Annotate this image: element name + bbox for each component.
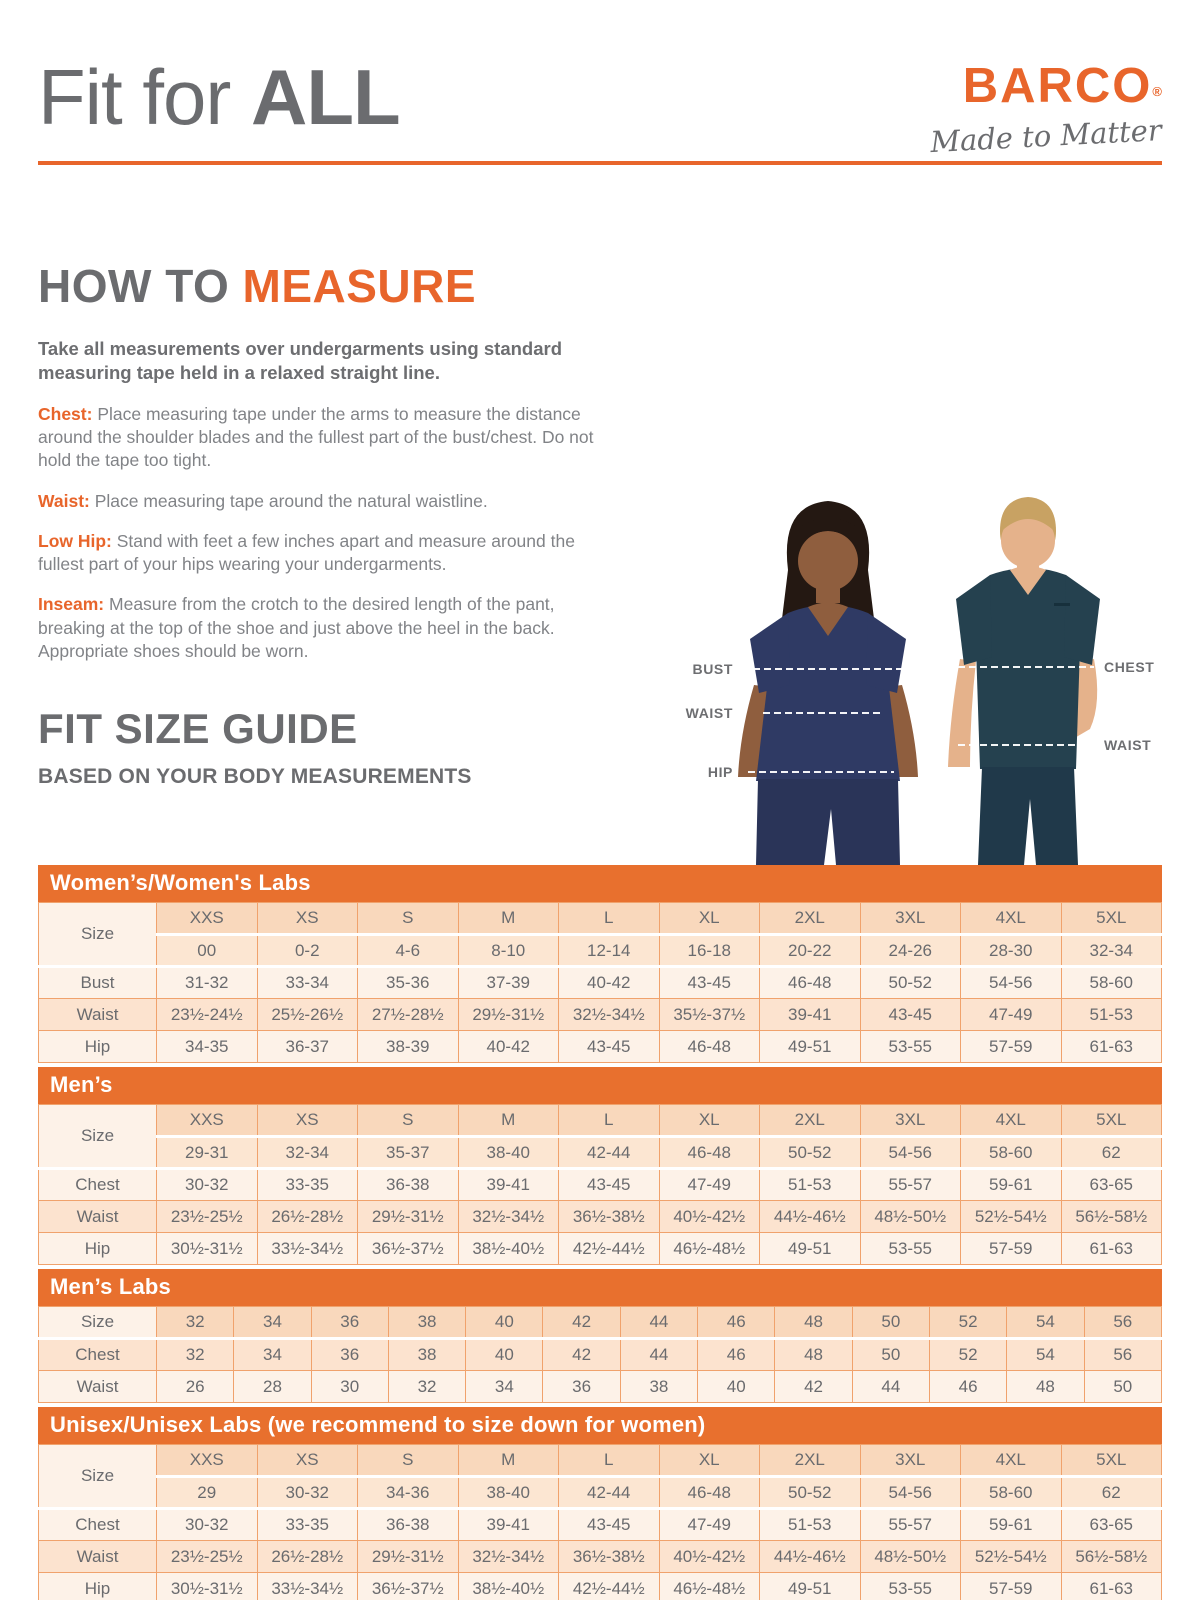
table-cell: 38-39 <box>358 1031 459 1063</box>
waist-left-line-label: WAIST <box>685 705 733 721</box>
table-cell: 44½-46½ <box>760 1201 861 1233</box>
fit-size-guide-subtitle: BASED ON YOUR BODY MEASUREMENTS <box>38 765 472 789</box>
man-figure <box>948 497 1100 865</box>
table-cell: 50 <box>1084 1371 1161 1403</box>
table-cell: 36-37 <box>257 1031 358 1063</box>
table-cell: 28 <box>234 1371 311 1403</box>
table-row <box>39 1573 1162 1600</box>
table-cell: 43-45 <box>559 1169 660 1201</box>
table-cell: 33½-34½ <box>257 1233 358 1265</box>
measure-item-chest-label: Chest: <box>38 403 93 424</box>
table-cell: 48 <box>775 1339 852 1371</box>
table-row <box>39 967 1162 999</box>
table-cell: 43-45 <box>559 1509 660 1541</box>
size-table-womens <box>38 865 1162 1063</box>
table-cell: 26½-28½ <box>257 1541 358 1573</box>
table-row <box>39 999 1162 1031</box>
table-cell: 32½-34½ <box>559 999 660 1031</box>
size-subheader-cell: 42-44 <box>559 1477 660 1509</box>
table-cell: 47-49 <box>659 1169 760 1201</box>
table-cell: 48 <box>1007 1371 1084 1403</box>
table-cell: 42½-44½ <box>559 1573 660 1600</box>
size-subheader-cell: 35-37 <box>358 1137 459 1169</box>
table-cell: 32 <box>157 1339 234 1371</box>
brand-tagline: Made to Matter <box>929 113 1163 160</box>
table-row <box>39 1541 1162 1573</box>
table-cell: 36-38 <box>358 1509 459 1541</box>
table-cell: 51-53 <box>760 1169 861 1201</box>
brand-name: BARCO <box>962 59 1153 113</box>
how-to-measure-title-gray: HOW TO <box>38 260 243 312</box>
table-cell: 59-61 <box>961 1509 1062 1541</box>
table-cell: 44 <box>620 1339 697 1371</box>
measure-item-chest-text: Place measuring tape under the arms to measure the distance around the shoulder blades and the fullest part of the bust/chest. Do not hold the tape too tight. <box>38 403 594 471</box>
size-subheader-cell: 32-34 <box>1061 935 1162 967</box>
column-header: M <box>458 1105 559 1137</box>
table-cell: 48½-50½ <box>860 1201 961 1233</box>
measure-item-waist-label: Waist: <box>38 490 90 511</box>
size-table-grid <box>38 1306 1162 1403</box>
table-cell: 38 <box>388 1339 465 1371</box>
how-to-measure-title-accent: MEASURE <box>242 260 477 312</box>
column-header: S <box>358 903 459 935</box>
table-cell: 47-49 <box>659 1509 760 1541</box>
table-cell: 50-52 <box>860 967 961 999</box>
table-cell: 38½-40½ <box>458 1233 559 1265</box>
table-cell: 44½-46½ <box>760 1541 861 1573</box>
table-cell: 46 <box>698 1339 775 1371</box>
size-table-mens-labs <box>38 1269 1162 1403</box>
size-subheader-cell: 4-6 <box>358 935 459 967</box>
column-header: XL <box>659 903 760 935</box>
column-header: 3XL <box>860 1105 961 1137</box>
column-header: 4XL <box>961 1445 1062 1477</box>
column-header: 50 <box>852 1307 929 1339</box>
row-label: Hip <box>39 1031 157 1063</box>
column-header: L <box>559 1445 660 1477</box>
corner-label: Size <box>39 903 157 967</box>
column-header: XXS <box>157 1105 258 1137</box>
hip-line-label: HIP <box>707 764 733 780</box>
column-header: XS <box>257 1105 358 1137</box>
table-cell: 36½-37½ <box>358 1233 459 1265</box>
row-label: Waist <box>39 1201 157 1233</box>
how-to-measure-title <box>38 259 638 313</box>
column-header: 42 <box>543 1307 620 1339</box>
size-subheader-cell: 50-52 <box>760 1477 861 1509</box>
table-cell: 32½-34½ <box>458 1541 559 1573</box>
table-row <box>39 1233 1162 1265</box>
table-cell: 36½-37½ <box>358 1573 459 1600</box>
table-cell: 53-55 <box>860 1573 961 1600</box>
table-cell: 39-41 <box>760 999 861 1031</box>
table-row <box>39 1509 1162 1541</box>
size-subheader-cell: 38-40 <box>458 1137 559 1169</box>
chest-line-label: CHEST <box>1104 659 1155 675</box>
table-cell: 34-35 <box>157 1031 258 1063</box>
measure-item-chest <box>38 403 616 473</box>
column-header: 4XL <box>961 903 1062 935</box>
column-header: S <box>358 1445 459 1477</box>
table-cell: 54-56 <box>961 967 1062 999</box>
main-section <box>38 259 1162 865</box>
column-header: 3XL <box>860 903 961 935</box>
page-title <box>38 53 400 141</box>
column-header: XS <box>257 1445 358 1477</box>
table-banner: Men’s <box>38 1067 1162 1104</box>
column-header: M <box>458 1445 559 1477</box>
column-header: 48 <box>775 1307 852 1339</box>
table-banner: Men’s Labs <box>38 1269 1162 1306</box>
size-subheader-cell: 0-2 <box>257 935 358 967</box>
waist-right-line-label: WAIST <box>1104 737 1152 753</box>
table-cell: 33-35 <box>257 1169 358 1201</box>
column-header: 44 <box>620 1307 697 1339</box>
column-header: 2XL <box>760 1445 861 1477</box>
size-table-grid <box>38 902 1162 1063</box>
column-header: L <box>559 1105 660 1137</box>
page-title-light: Fit for <box>38 53 252 141</box>
column-header: 34 <box>234 1307 311 1339</box>
table-cell: 55-57 <box>860 1509 961 1541</box>
column-header: 54 <box>1007 1307 1084 1339</box>
column-header: 3XL <box>860 1445 961 1477</box>
table-cell: 23½-25½ <box>157 1541 258 1573</box>
table-cell: 57-59 <box>961 1573 1062 1600</box>
table-cell: 57-59 <box>961 1233 1062 1265</box>
size-subheader-row <box>39 935 1162 967</box>
size-subheader-cell: 42-44 <box>559 1137 660 1169</box>
table-cell: 30-32 <box>157 1509 258 1541</box>
table-cell: 29½-31½ <box>458 999 559 1031</box>
size-subheader-cell: 20-22 <box>760 935 861 967</box>
table-cell: 46-48 <box>760 967 861 999</box>
table-cell: 40½-42½ <box>659 1541 760 1573</box>
table-header-row <box>39 1307 1162 1339</box>
size-subheader-cell: 8-10 <box>458 935 559 967</box>
table-cell: 53-55 <box>860 1031 961 1063</box>
table-cell: 61-63 <box>1061 1031 1162 1063</box>
table-cell: 57-59 <box>961 1031 1062 1063</box>
size-subheader-cell: 00 <box>157 935 258 967</box>
table-cell: 43-45 <box>559 1031 660 1063</box>
table-cell: 46½-48½ <box>659 1233 760 1265</box>
table-cell: 51-53 <box>760 1509 861 1541</box>
table-banner: Unisex/Unisex Labs (we recommend to size down for women) <box>38 1407 1162 1444</box>
size-subheader-cell: 30-32 <box>257 1477 358 1509</box>
table-cell: 34 <box>466 1371 543 1403</box>
table-cell: 52½-54½ <box>961 1201 1062 1233</box>
brand-logo <box>930 59 1162 113</box>
table-header-row <box>39 1105 1162 1137</box>
column-header: 38 <box>388 1307 465 1339</box>
table-cell: 39-41 <box>458 1169 559 1201</box>
measure-item-waist-text: Place measuring tape around the natural waistline. <box>89 490 488 511</box>
table-cell: 38½-40½ <box>458 1573 559 1600</box>
fit-size-guide-title: FIT SIZE GUIDE <box>38 705 358 753</box>
table-cell: 42 <box>543 1339 620 1371</box>
size-subheader-row <box>39 1137 1162 1169</box>
table-cell: 36-38 <box>358 1169 459 1201</box>
corner-label: Size <box>39 1307 157 1339</box>
table-cell: 29½-31½ <box>358 1201 459 1233</box>
table-cell: 46½-48½ <box>659 1573 760 1600</box>
table-header-row <box>39 903 1162 935</box>
measure-item-lowhip <box>38 530 616 577</box>
column-header: 5XL <box>1061 1105 1162 1137</box>
size-subheader-cell: 62 <box>1061 1477 1162 1509</box>
size-subheader-cell: 46-48 <box>659 1137 760 1169</box>
table-row <box>39 1201 1162 1233</box>
table-cell: 32 <box>388 1371 465 1403</box>
table-cell: 56½-58½ <box>1061 1201 1162 1233</box>
models-photo <box>638 475 1162 865</box>
table-cell: 51-53 <box>1061 999 1162 1031</box>
size-subheader-cell: 54-56 <box>860 1137 961 1169</box>
size-subheader-cell: 50-52 <box>760 1137 861 1169</box>
size-subheader-cell: 38-40 <box>458 1477 559 1509</box>
table-cell: 33-35 <box>257 1509 358 1541</box>
table-cell: 49-51 <box>760 1573 861 1600</box>
table-row <box>39 1339 1162 1371</box>
column-header: M <box>458 903 559 935</box>
table-cell: 61-63 <box>1061 1573 1162 1600</box>
bust-line-label: BUST <box>692 661 733 677</box>
woman-figure <box>738 501 918 865</box>
table-banner: Women’s/Women's Labs <box>38 865 1162 902</box>
table-cell: 25½-26½ <box>257 999 358 1031</box>
table-cell: 40 <box>466 1339 543 1371</box>
column-header: 52 <box>929 1307 1006 1339</box>
table-cell: 40-42 <box>458 1031 559 1063</box>
corner-label: Size <box>39 1445 157 1509</box>
table-cell: 38 <box>620 1371 697 1403</box>
table-cell: 46-48 <box>659 1031 760 1063</box>
corner-label: Size <box>39 1105 157 1169</box>
measure-item-inseam <box>38 593 616 663</box>
table-cell: 30-32 <box>157 1169 258 1201</box>
table-cell: 52½-54½ <box>961 1541 1062 1573</box>
measure-item-lowhip-text: Stand with feet a few inches apart and measure around the fullest part of your hips wearing your undergarments. <box>38 530 575 575</box>
table-cell: 61-63 <box>1061 1233 1162 1265</box>
table-cell: 35½-37½ <box>659 999 760 1031</box>
size-subheader-cell: 24-26 <box>860 935 961 967</box>
table-cell: 30½-31½ <box>157 1233 258 1265</box>
instructions-column <box>38 259 638 789</box>
registered-mark: ® <box>1152 84 1162 99</box>
row-label: Chest <box>39 1169 157 1201</box>
table-cell: 29½-31½ <box>358 1541 459 1573</box>
size-subheader-cell: 32-34 <box>257 1137 358 1169</box>
table-cell: 26 <box>157 1371 234 1403</box>
measure-intro: Take all measurements over undergarments using standard measuring tape held in a relaxed straight line. <box>38 338 562 384</box>
column-header: S <box>358 1105 459 1137</box>
table-row <box>39 1031 1162 1063</box>
column-header: XS <box>257 903 358 935</box>
table-cell: 56 <box>1084 1339 1161 1371</box>
size-table-mens <box>38 1067 1162 1265</box>
column-header: 2XL <box>760 903 861 935</box>
table-row <box>39 1169 1162 1201</box>
table-cell: 56½-58½ <box>1061 1541 1162 1573</box>
table-cell: 26½-28½ <box>257 1201 358 1233</box>
size-table-unisex <box>38 1407 1162 1600</box>
size-subheader-cell: 58-60 <box>961 1477 1062 1509</box>
table-cell: 47-49 <box>961 999 1062 1031</box>
table-cell: 58-60 <box>1061 967 1162 999</box>
table-cell: 36 <box>311 1339 388 1371</box>
size-subheader-cell: 29 <box>157 1477 258 1509</box>
header-rule <box>38 161 1162 165</box>
measure-item-inseam-text: Measure from the crotch to the desired length of the pant, breaking at the top of the shoe and just above the heel in the back. Appropriate shoes should be worn. <box>38 594 555 661</box>
column-header: XXS <box>157 1445 258 1477</box>
table-cell: 33½-34½ <box>257 1573 358 1600</box>
column-header: 2XL <box>760 1105 861 1137</box>
table-cell: 27½-28½ <box>358 999 459 1031</box>
row-label: Hip <box>39 1573 157 1600</box>
table-cell: 43-45 <box>659 967 760 999</box>
table-cell: 36½-38½ <box>559 1201 660 1233</box>
table-cell: 50 <box>852 1339 929 1371</box>
size-subheader-cell: 29-31 <box>157 1137 258 1169</box>
row-label: Chest <box>39 1509 157 1541</box>
size-table-grid <box>38 1104 1162 1265</box>
table-cell: 44 <box>852 1371 929 1403</box>
table-cell: 31-32 <box>157 967 258 999</box>
table-row <box>39 1371 1162 1403</box>
size-tables-section <box>38 865 1162 1600</box>
table-cell: 42½-44½ <box>559 1233 660 1265</box>
table-cell: 49-51 <box>760 1031 861 1063</box>
table-cell: 37-39 <box>458 967 559 999</box>
size-subheader-row <box>39 1477 1162 1509</box>
size-subheader-cell: 16-18 <box>659 935 760 967</box>
table-cell: 23½-25½ <box>157 1201 258 1233</box>
table-cell: 59-61 <box>961 1169 1062 1201</box>
table-cell: 36 <box>543 1371 620 1403</box>
table-cell: 32½-34½ <box>458 1201 559 1233</box>
table-cell: 34 <box>234 1339 311 1371</box>
row-label: Waist <box>39 1541 157 1573</box>
column-header: 5XL <box>1061 903 1162 935</box>
size-subheader-cell: 46-48 <box>659 1477 760 1509</box>
table-cell: 54 <box>1007 1339 1084 1371</box>
measure-item-lowhip-label: Low Hip: <box>38 530 112 551</box>
size-table-grid <box>38 1444 1162 1600</box>
size-subheader-cell: 62 <box>1061 1137 1162 1169</box>
table-cell: 63-65 <box>1061 1169 1162 1201</box>
table-cell: 39-41 <box>458 1509 559 1541</box>
size-subheader-cell: 34-36 <box>358 1477 459 1509</box>
column-header: 32 <box>157 1307 234 1339</box>
table-cell: 40-42 <box>559 967 660 999</box>
column-header: 56 <box>1084 1307 1161 1339</box>
table-cell: 63-65 <box>1061 1509 1162 1541</box>
row-label: Bust <box>39 967 157 999</box>
table-cell: 42 <box>775 1371 852 1403</box>
table-cell: 52 <box>929 1339 1006 1371</box>
table-cell: 53-55 <box>860 1233 961 1265</box>
column-header: XL <box>659 1445 760 1477</box>
column-header: 40 <box>466 1307 543 1339</box>
size-subheader-cell: 28-30 <box>961 935 1062 967</box>
size-subheader-cell: 58-60 <box>961 1137 1062 1169</box>
measure-item-inseam-label: Inseam: <box>38 594 105 615</box>
row-label: Chest <box>39 1339 157 1371</box>
table-cell: 46 <box>929 1371 1006 1403</box>
column-header: 36 <box>311 1307 388 1339</box>
table-cell: 35-36 <box>358 967 459 999</box>
column-header: 5XL <box>1061 1445 1162 1477</box>
brand-block <box>929 59 1163 160</box>
table-cell: 30 <box>311 1371 388 1403</box>
row-label: Waist <box>39 999 157 1031</box>
column-header: 46 <box>698 1307 775 1339</box>
table-cell: 40½-42½ <box>659 1201 760 1233</box>
column-header: XXS <box>157 903 258 935</box>
row-label: Waist <box>39 1371 157 1403</box>
size-subheader-cell: 54-56 <box>860 1477 961 1509</box>
measure-item-waist <box>38 490 616 513</box>
page-title-bold: ALL <box>251 53 400 141</box>
table-cell: 48½-50½ <box>860 1541 961 1573</box>
table-cell: 30½-31½ <box>157 1573 258 1600</box>
column-header: XL <box>659 1105 760 1137</box>
table-cell: 23½-24½ <box>157 999 258 1031</box>
table-cell: 36½-38½ <box>559 1541 660 1573</box>
table-cell: 55-57 <box>860 1169 961 1201</box>
table-cell: 33-34 <box>257 967 358 999</box>
table-cell: 40 <box>698 1371 775 1403</box>
page-header <box>0 0 1200 160</box>
size-subheader-cell: 12-14 <box>559 935 660 967</box>
table-cell: 49-51 <box>760 1233 861 1265</box>
row-label: Hip <box>39 1233 157 1265</box>
column-header: 4XL <box>961 1105 1062 1137</box>
table-header-row <box>39 1445 1162 1477</box>
column-header: L <box>559 903 660 935</box>
table-cell: 43-45 <box>860 999 961 1031</box>
